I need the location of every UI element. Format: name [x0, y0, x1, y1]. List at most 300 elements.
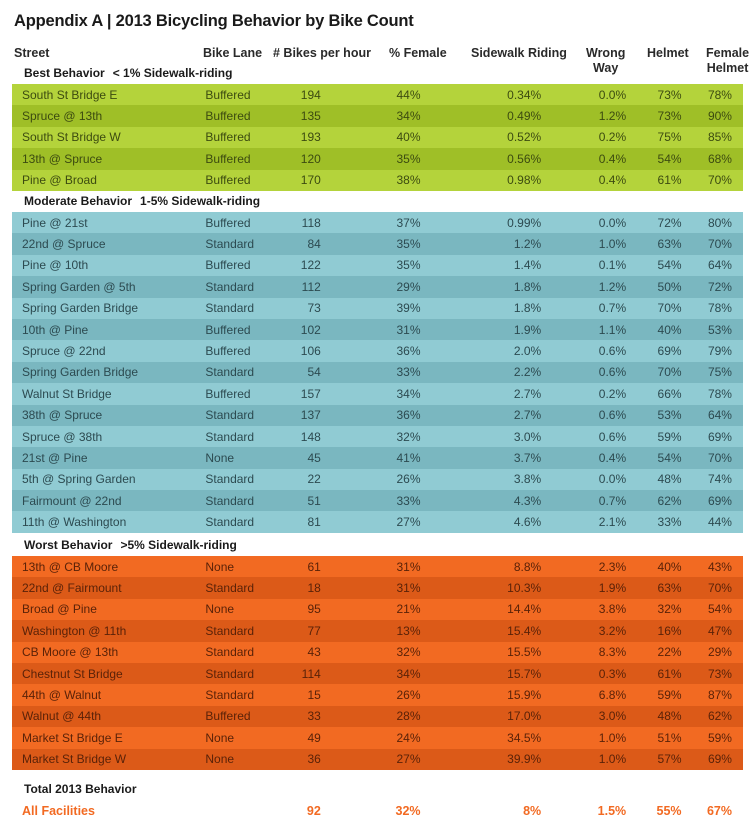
bike-lane-cell: Standard — [205, 493, 255, 508]
sidewalk-riding-cell: 2.0% — [513, 344, 542, 359]
helmet-cell: 66% — [657, 386, 682, 401]
total-bikes: 92 — [306, 804, 321, 818]
bike-lane-cell: None — [205, 752, 235, 767]
helmet-cell: 54% — [657, 450, 682, 465]
helmet-cell: 63% — [657, 237, 682, 252]
header-wrong-way-line2: Way — [593, 61, 619, 75]
street-cell: Walnut @ 44th — [22, 709, 102, 724]
pct-female-cell: 44% — [396, 87, 421, 102]
header-wrong-way — [586, 46, 625, 76]
bike-lane-cell: Buffered — [205, 258, 251, 273]
helmet-cell: 16% — [657, 623, 682, 638]
bikes-per-hour-cell: 122 — [300, 258, 321, 273]
pct-female-cell: 31% — [396, 581, 421, 596]
section-worst — [24, 535, 237, 555]
bikes-per-hour-cell: 102 — [300, 322, 321, 337]
table-row — [12, 706, 743, 727]
bikes-per-hour-cell: 137 — [300, 408, 321, 423]
page-title: Appendix A | 2013 Bicycling Behavior by Bike Count — [14, 12, 414, 30]
helmet-cell: 61% — [657, 666, 682, 681]
sidewalk-riding-cell: 39.9% — [507, 752, 542, 767]
helmet-cell: 22% — [657, 645, 682, 660]
table-row — [12, 469, 743, 490]
bikes-per-hour-cell: 81 — [307, 515, 321, 530]
section-moderate — [24, 191, 260, 211]
section-best-label: Best Behavior — [24, 66, 105, 80]
pct-female-cell: 32% — [396, 429, 421, 444]
wrong-way-cell: 1.0% — [598, 752, 627, 767]
female-helmet-cell: 64% — [707, 408, 732, 423]
header-sidewalk-riding: Sidewalk Riding — [471, 46, 567, 60]
wrong-way-cell: 0.4% — [598, 151, 627, 166]
sidewalk-riding-cell: 0.49% — [507, 109, 542, 124]
table-row — [12, 319, 743, 340]
bike-lane-cell: Buffered — [205, 87, 251, 102]
street-cell: Chestnut St Bridge — [22, 666, 123, 681]
female-helmet-cell: 78% — [707, 386, 732, 401]
bikes-per-hour-cell: 22 — [307, 472, 321, 487]
header-female-helmet — [706, 46, 749, 76]
section-moderate-label: Moderate Behavior — [24, 194, 133, 208]
bike-lane-cell: Buffered — [205, 709, 251, 724]
sidewalk-riding-cell: 1.4% — [513, 258, 542, 273]
header-bike-lane: Bike Lane — [203, 46, 263, 60]
total-female-helmet: 67% — [706, 804, 732, 818]
wrong-way-cell: 1.2% — [598, 109, 627, 124]
table-row — [12, 105, 743, 126]
helmet-cell: 54% — [657, 258, 682, 273]
street-cell: CB Moore @ 13th — [22, 645, 119, 660]
sidewalk-riding-cell: 1.8% — [513, 301, 542, 316]
bikes-per-hour-cell: 118 — [301, 215, 321, 230]
pct-female-cell: 29% — [396, 279, 421, 294]
bike-lane-cell: Standard — [205, 645, 255, 660]
sidewalk-riding-cell: 1.9% — [513, 322, 542, 337]
table-row — [12, 298, 743, 319]
wrong-way-cell: 0.7% — [598, 301, 627, 316]
bikes-per-hour-cell: 73 — [307, 301, 321, 316]
bikes-per-hour-cell: 51 — [307, 493, 321, 508]
wrong-way-cell: 0.7% — [598, 493, 627, 508]
pct-female-cell: 31% — [396, 559, 421, 574]
helmet-cell: 32% — [657, 602, 682, 617]
street-cell: 5th @ Spring Garden — [22, 472, 136, 487]
street-cell: Washington @ 11th — [22, 623, 127, 638]
bikes-per-hour-cell: 77 — [307, 623, 321, 638]
street-cell: 38th @ Spruce — [22, 408, 103, 423]
street-cell: Pine @ 10th — [22, 258, 89, 273]
female-helmet-cell: 54% — [707, 602, 732, 617]
bikes-per-hour-cell: 33 — [307, 709, 321, 724]
table-row — [12, 426, 743, 447]
helmet-cell: 48% — [657, 709, 682, 724]
bike-lane-cell: Standard — [205, 237, 255, 252]
female-helmet-cell: 85% — [707, 130, 732, 145]
pct-female-cell: 36% — [396, 408, 421, 423]
table-row — [12, 340, 743, 361]
wrong-way-cell: 0.4% — [598, 450, 627, 465]
sidewalk-riding-cell: 15.9% — [507, 688, 542, 703]
street-cell: Broad @ Pine — [22, 602, 97, 617]
street-cell: Spring Garden @ 5th — [22, 279, 136, 294]
helmet-cell: 70% — [657, 365, 682, 380]
helmet-cell: 69% — [657, 344, 682, 359]
helmet-cell: 50% — [657, 279, 682, 294]
header-female-helmet-line2: Helmet — [706, 61, 749, 75]
bikes-per-hour-cell: 120 — [300, 151, 321, 166]
pct-female-cell: 35% — [396, 151, 421, 166]
bikes-per-hour-cell: 61 — [307, 559, 321, 574]
wrong-way-cell: 0.6% — [598, 344, 627, 359]
sidewalk-riding-cell: 17.0% — [507, 709, 542, 724]
pct-female-cell: 37% — [396, 215, 421, 230]
table-row — [12, 511, 743, 532]
female-helmet-cell: 43% — [707, 559, 732, 574]
header-street: Street — [14, 46, 50, 60]
street-cell: 11th @ Washington — [22, 515, 127, 530]
female-helmet-cell: 70% — [707, 581, 732, 596]
bike-lane-cell: Standard — [205, 623, 255, 638]
female-helmet-cell: 72% — [707, 279, 732, 294]
sidewalk-riding-cell: 14.4% — [507, 602, 542, 617]
female-helmet-cell: 79% — [707, 344, 732, 359]
street-cell: South St Bridge W — [22, 130, 121, 145]
pct-female-cell: 28% — [396, 709, 421, 724]
wrong-way-cell: 0.4% — [598, 173, 627, 188]
wrong-way-cell: 0.2% — [598, 386, 627, 401]
bike-lane-cell: Standard — [205, 688, 255, 703]
sidewalk-riding-cell: 0.34% — [507, 87, 542, 102]
street-cell: Spruce @ 13th — [22, 109, 103, 124]
sidewalk-riding-cell: 15.4% — [507, 623, 542, 638]
helmet-cell: 51% — [657, 730, 682, 745]
pct-female-cell: 32% — [396, 645, 421, 660]
table-row — [12, 383, 743, 404]
wrong-way-cell: 0.6% — [598, 429, 627, 444]
pct-female-cell: 40% — [396, 130, 421, 145]
sidewalk-riding-cell: 0.56% — [507, 151, 542, 166]
wrong-way-cell: 1.1% — [598, 322, 627, 337]
pct-female-cell: 36% — [396, 344, 421, 359]
table-row — [12, 447, 743, 468]
pct-female-cell: 41% — [396, 450, 421, 465]
helmet-cell: 59% — [657, 429, 682, 444]
helmet-cell: 73% — [657, 109, 682, 124]
pct-female-cell: 35% — [396, 237, 421, 252]
street-cell: Walnut St Bridge — [22, 386, 112, 401]
bike-lane-cell: Standard — [205, 666, 255, 681]
pct-female-cell: 27% — [396, 515, 421, 530]
sidewalk-riding-cell: 0.98% — [507, 173, 542, 188]
wrong-way-cell: 0.0% — [598, 215, 627, 230]
helmet-cell: 72% — [657, 215, 682, 230]
helmet-cell: 57% — [657, 752, 682, 767]
table-row — [12, 642, 743, 663]
section-worst-label: Worst Behavior — [24, 538, 113, 552]
pct-female-cell: 31% — [396, 322, 421, 337]
helmet-cell: 40% — [657, 559, 682, 574]
wrong-way-cell: 2.1% — [598, 515, 627, 530]
wrong-way-cell: 8.3% — [598, 645, 627, 660]
bikes-per-hour-cell: 45 — [307, 450, 321, 465]
bikes-per-hour-cell: 84 — [307, 237, 321, 252]
female-helmet-cell: 69% — [707, 752, 732, 767]
header-female-helmet-line1: Female — [706, 46, 750, 60]
bikes-per-hour-cell: 170 — [300, 173, 321, 188]
moderate-behavior-table — [12, 212, 743, 533]
bikes-per-hour-cell: 95 — [307, 602, 321, 617]
helmet-cell: 33% — [657, 515, 682, 530]
bikes-per-hour-cell: 193 — [300, 130, 321, 145]
female-helmet-cell: 47% — [707, 623, 732, 638]
bikes-per-hour-cell: 54 — [307, 365, 321, 380]
bikes-per-hour-cell: 15 — [307, 688, 321, 703]
bike-lane-cell: Standard — [205, 301, 255, 316]
pct-female-cell: 35% — [396, 258, 421, 273]
table-row — [12, 233, 743, 254]
bike-lane-cell: Buffered — [205, 109, 251, 124]
bike-lane-cell: None — [205, 450, 235, 465]
female-helmet-cell: 68% — [707, 151, 732, 166]
helmet-cell: 40% — [657, 322, 682, 337]
bike-lane-cell: Standard — [205, 515, 255, 530]
female-helmet-cell: 78% — [707, 301, 732, 316]
bikes-per-hour-cell: 36 — [307, 752, 321, 767]
bike-lane-cell: Standard — [205, 472, 255, 487]
pct-female-cell: 27% — [396, 752, 421, 767]
bikes-per-hour-cell: 18 — [307, 581, 321, 596]
sidewalk-riding-cell: 2.7% — [513, 408, 542, 423]
pct-female-cell: 33% — [396, 365, 421, 380]
header-helmet: Helmet — [647, 46, 689, 60]
female-helmet-cell: 74% — [707, 472, 732, 487]
female-helmet-cell: 69% — [707, 429, 732, 444]
total-row — [12, 802, 743, 820]
wrong-way-cell: 0.3% — [598, 666, 627, 681]
wrong-way-cell: 0.1% — [598, 258, 627, 273]
bike-lane-cell: Buffered — [205, 130, 251, 145]
bike-lane-cell: Buffered — [205, 344, 251, 359]
street-cell: Spruce @ 38th — [22, 429, 103, 444]
wrong-way-cell: 0.6% — [598, 365, 627, 380]
pct-female-cell: 34% — [396, 109, 421, 124]
sidewalk-riding-cell: 15.7% — [507, 666, 542, 681]
street-cell: South St Bridge E — [22, 87, 118, 102]
pct-female-cell: 24% — [396, 730, 421, 745]
sidewalk-riding-cell: 34.5% — [507, 730, 542, 745]
section-best-sub: < 1% Sidewalk-riding — [112, 66, 233, 80]
best-behavior-table — [12, 84, 743, 191]
helmet-cell: 75% — [657, 130, 682, 145]
bike-lane-cell: Buffered — [205, 151, 251, 166]
wrong-way-cell: 3.8% — [598, 602, 627, 617]
pct-female-cell: 13% — [396, 623, 421, 638]
helmet-cell: 61% — [657, 173, 682, 188]
bikes-per-hour-cell: 148 — [300, 429, 321, 444]
sidewalk-riding-cell: 1.2% — [513, 237, 542, 252]
pct-female-cell: 34% — [396, 666, 421, 681]
female-helmet-cell: 53% — [707, 322, 732, 337]
female-helmet-cell: 44% — [707, 515, 732, 530]
bike-lane-cell: Standard — [205, 279, 255, 294]
street-cell: 13th @ Spruce — [22, 151, 103, 166]
wrong-way-cell: 1.2% — [598, 279, 627, 294]
female-helmet-cell: 75% — [707, 365, 732, 380]
total-pct-female: 32% — [395, 804, 421, 818]
section-worst-sub: >5% Sidewalk-riding — [120, 538, 237, 552]
sidewalk-riding-cell: 1.8% — [513, 279, 542, 294]
wrong-way-cell: 1.0% — [598, 730, 627, 745]
wrong-way-cell: 1.0% — [598, 237, 627, 252]
sidewalk-riding-cell: 10.3% — [507, 581, 542, 596]
table-row — [12, 749, 743, 770]
sidewalk-riding-cell: 15.5% — [507, 645, 542, 660]
header-bikes-per-hour: # Bikes per hour — [273, 46, 371, 60]
table-row — [12, 727, 743, 748]
female-helmet-cell: 70% — [707, 237, 732, 252]
wrong-way-cell: 6.8% — [598, 688, 627, 703]
total-label: Total 2013 Behavior — [24, 782, 137, 796]
sidewalk-riding-cell: 0.99% — [507, 215, 542, 230]
bikes-per-hour-cell: 135 — [300, 109, 321, 124]
bike-lane-cell: None — [205, 559, 235, 574]
table-row — [12, 276, 743, 297]
bike-lane-cell: Standard — [205, 429, 255, 444]
table-row — [12, 362, 743, 383]
table-row — [12, 620, 743, 641]
table-row — [12, 490, 743, 511]
street-cell: Pine @ 21st — [22, 215, 88, 230]
female-helmet-cell: 70% — [707, 450, 732, 465]
total-street: All Facilities — [22, 804, 95, 818]
street-cell: Spring Garden Bridge — [22, 301, 139, 316]
bike-lane-cell: None — [205, 602, 235, 617]
sidewalk-riding-cell: 2.7% — [513, 386, 542, 401]
bikes-per-hour-cell: 43 — [307, 645, 321, 660]
sidewalk-riding-cell: 8.8% — [513, 559, 542, 574]
table-row — [12, 170, 743, 191]
female-helmet-cell: 70% — [707, 173, 732, 188]
female-helmet-cell: 64% — [707, 258, 732, 273]
female-helmet-cell: 87% — [707, 688, 732, 703]
sidewalk-riding-cell: 3.0% — [513, 429, 542, 444]
table-row — [12, 212, 743, 233]
street-cell: Market St Bridge W — [22, 752, 127, 767]
helmet-cell: 73% — [657, 87, 682, 102]
bikes-per-hour-cell: 106 — [300, 344, 321, 359]
wrong-way-cell: 0.0% — [598, 87, 627, 102]
bike-lane-cell: Buffered — [205, 386, 251, 401]
female-helmet-cell: 62% — [707, 709, 732, 724]
wrong-way-cell: 2.3% — [598, 559, 627, 574]
table-row — [12, 577, 743, 598]
wrong-way-cell: 3.2% — [598, 623, 627, 638]
street-cell: 13th @ CB Moore — [22, 559, 119, 574]
header-wrong-way-line1: Wrong — [586, 46, 626, 60]
bikes-per-hour-cell: 114 — [301, 666, 321, 681]
bike-lane-cell: None — [205, 730, 235, 745]
wrong-way-cell: 1.9% — [598, 581, 627, 596]
worst-behavior-table — [12, 556, 743, 770]
sidewalk-riding-cell: 0.52% — [507, 130, 542, 145]
helmet-cell: 54% — [657, 151, 682, 166]
street-cell: 22nd @ Spruce — [22, 237, 106, 252]
sidewalk-riding-cell: 4.6% — [513, 515, 542, 530]
helmet-cell: 62% — [657, 493, 682, 508]
street-cell: 21st @ Pine — [22, 450, 88, 465]
section-moderate-sub: 1-5% Sidewalk-riding — [140, 194, 261, 208]
header-pct-female: % Female — [389, 46, 447, 60]
table-row — [12, 663, 743, 684]
helmet-cell: 59% — [657, 688, 682, 703]
table-row — [12, 84, 743, 105]
street-cell: Fairmount @ 22nd — [22, 493, 122, 508]
bikes-per-hour-cell: 49 — [307, 730, 321, 745]
female-helmet-cell: 29% — [707, 645, 732, 660]
street-cell: Market St Bridge E — [22, 730, 123, 745]
bikes-per-hour-cell: 112 — [301, 279, 321, 294]
bikes-per-hour-cell: 157 — [300, 386, 321, 401]
bike-lane-cell: Buffered — [205, 173, 251, 188]
section-best — [24, 63, 232, 83]
pct-female-cell: 39% — [396, 301, 421, 316]
pct-female-cell: 34% — [396, 386, 421, 401]
street-cell: Pine @ Broad — [22, 173, 97, 188]
wrong-way-cell: 3.0% — [598, 709, 627, 724]
wrong-way-cell: 0.0% — [598, 472, 627, 487]
sidewalk-riding-cell: 2.2% — [513, 365, 542, 380]
bike-lane-cell: Buffered — [205, 215, 251, 230]
street-cell: 44th @ Walnut — [22, 688, 102, 703]
pct-female-cell: 21% — [396, 602, 421, 617]
street-cell: 22nd @ Fairmount — [22, 581, 122, 596]
wrong-way-cell: 0.6% — [598, 408, 627, 423]
helmet-cell: 70% — [657, 301, 682, 316]
table-row — [12, 599, 743, 620]
bike-lane-cell: Standard — [205, 408, 255, 423]
female-helmet-cell: 90% — [707, 109, 732, 124]
bikes-per-hour-cell: 194 — [300, 87, 321, 102]
table-row — [12, 127, 743, 148]
bike-lane-cell: Standard — [205, 581, 255, 596]
street-cell: 10th @ Pine — [22, 322, 89, 337]
total-sidewalk: 8% — [523, 804, 542, 818]
table-row — [12, 148, 743, 169]
street-cell: Spring Garden Bridge — [22, 365, 139, 380]
pct-female-cell: 38% — [396, 173, 421, 188]
bike-lane-cell: Standard — [205, 365, 255, 380]
table-row — [12, 556, 743, 577]
female-helmet-cell: 69% — [707, 493, 732, 508]
sidewalk-riding-cell: 4.3% — [513, 493, 542, 508]
sidewalk-riding-cell: 3.8% — [513, 472, 542, 487]
helmet-cell: 53% — [657, 408, 682, 423]
female-helmet-cell: 73% — [707, 666, 732, 681]
total-helmet: 55% — [656, 804, 682, 818]
female-helmet-cell: 78% — [707, 87, 732, 102]
female-helmet-cell: 59% — [707, 730, 732, 745]
pct-female-cell: 26% — [396, 472, 421, 487]
helmet-cell: 63% — [657, 581, 682, 596]
street-cell: Spruce @ 22nd — [22, 344, 106, 359]
wrong-way-cell: 0.2% — [598, 130, 627, 145]
sidewalk-riding-cell: 3.7% — [513, 450, 542, 465]
female-helmet-cell: 80% — [707, 215, 732, 230]
pct-female-cell: 26% — [396, 688, 421, 703]
table-row — [12, 255, 743, 276]
table-row — [12, 405, 743, 426]
pct-female-cell: 33% — [396, 493, 421, 508]
